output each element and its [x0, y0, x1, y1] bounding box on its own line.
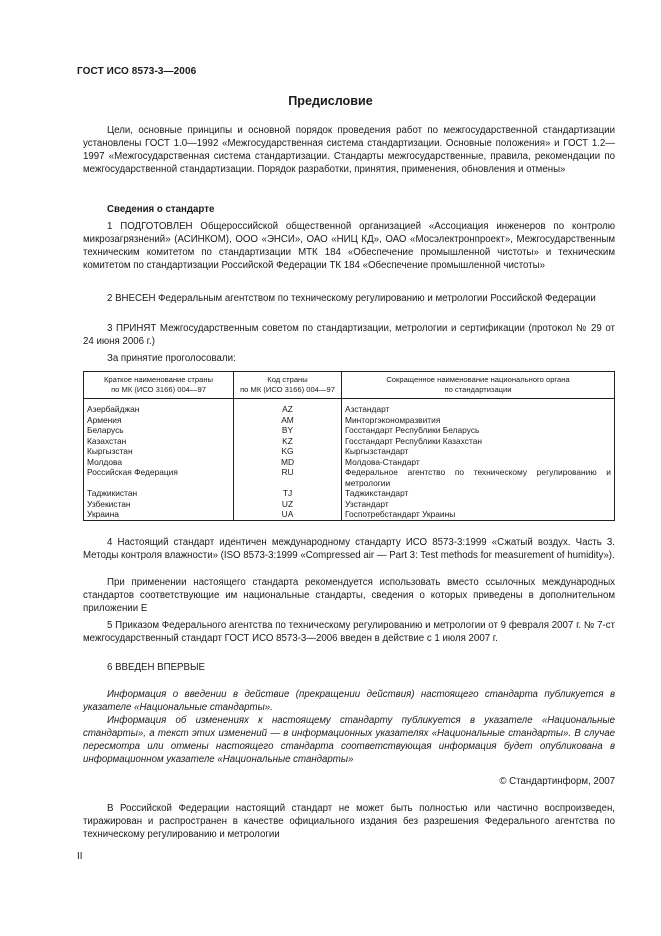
body-cell: Госстандарт Республики Казахстан	[342, 436, 615, 447]
paragraph-1: 1 ПОДГОТОВЛЕН Общероссийской общественной организацией «Ассоциация инженеров по контролю микрозагрязнений» (АСИНКОМ), ООО «ЭНСИ», ОАО «НИЦ КД», ОАО «Мосэлектронпроект», Межгосударственным техническим комитетом по стандартизации МТК 184 «Обеспечение промышленной чистоты» и техническим комитетом по стандартизации Российской Федерации ТК 184 «Обеспечение промышленной чистоты»	[83, 221, 615, 271]
table-row	[84, 499, 615, 510]
paragraph-2: 2 ВНЕСЕН Федеральным агентством по техническому регулированию и метрологии Российской Федерации	[107, 293, 596, 304]
voting-table	[83, 371, 615, 521]
country-cell: Украина	[84, 509, 234, 520]
code-cell: KZ	[234, 436, 342, 447]
country-cell: Армения	[84, 415, 234, 426]
table-row	[84, 399, 615, 415]
reproduction-notice: В Российской Федерации настоящий стандарт не может быть полностью или частично воспроизведен, тиражирован и распространен в качестве официального издания без разрешения Федерального агентства по техническому регулированию и метрологии	[83, 803, 615, 840]
paragraph-5: 5 Приказом Федерального агентства по техническому регулированию и метрологии от 9 февраля 2007 г. № 7-ст межгосударственный стандарт ГОСТ ИСО 8573-3—2006 введен в действие с 1 июля 2007 г.	[83, 620, 615, 644]
body-cell: Кыргызстандарт	[342, 446, 615, 457]
body-cell: Госпотребстандарт Украины	[342, 509, 615, 520]
table-header-row	[84, 372, 615, 399]
intro-paragraph: Цели, основные принципы и основной порядок проведения работ по межгосударственной стандартизации установлены ГОСТ 1.0—1992 «Межгосударственная система стандартизации. Основные положения» и ГОСТ 1.2—1997 «Межгосударственная система стандартизации. Стандарты межгосударственные, правила, рекомендации по межгосударственной стандартизации. Порядок разработки, принятия, применения, обновления и отмены»	[83, 125, 615, 175]
body-cell: Молдова-Стандарт	[342, 457, 615, 468]
header-body: Сокращенное наименование национального органа по стандартизации	[342, 372, 615, 399]
body-cell: Федеральное агентство по техническому регулированию и метрологии	[342, 467, 615, 488]
header-country: Краткое наименование страны по МК (ИСО 3166) 004—97	[84, 372, 234, 399]
country-cell: Кыргызстан	[84, 446, 234, 457]
page-number: II	[77, 851, 83, 862]
code-cell: RU	[234, 467, 342, 488]
code-cell: AZ	[234, 399, 342, 415]
body-cell: Минторгэкономразвития	[342, 415, 615, 426]
code-cell: UZ	[234, 499, 342, 510]
info-paragraph-2: Информация об изменениях к настоящему стандарту публикуется в указателе «Национальные стандарты», а текст этих изменений — в информационных указателях «Национальные стандарты». В случае пересмотра или отмены настоящего стандарта соответствующая информация будет опубликована в информационном указателе «Национальные стандарты»	[83, 715, 615, 765]
document-header: ГОСТ ИСО 8573-3—2006	[77, 66, 197, 77]
code-cell: KG	[234, 446, 342, 457]
paragraph-4: 4 Настоящий стандарт идентичен международному стандарту ИСО 8573-3:1999 «Сжатый воздух. Часть 3. Методы контроля влажности» (ISO 8573-3:1999 «Compressed air — Part 3: Test methods for measurement of humidity»).	[83, 537, 615, 561]
voted-label: За принятие проголосовали:	[107, 353, 236, 364]
body-cell: Госстандарт Республики Беларусь	[342, 425, 615, 436]
table-row	[84, 446, 615, 457]
section-title: Сведения о стандарте	[107, 204, 215, 215]
body-cell: Узстандарт	[342, 499, 615, 510]
table-row	[84, 415, 615, 426]
table-row	[84, 457, 615, 468]
table-row	[84, 425, 615, 436]
header-code: Код страны по МК (ИСО 3166) 004—97	[234, 372, 342, 399]
country-cell: Азербайджан	[84, 399, 234, 415]
country-cell: Российская Федерация	[84, 467, 234, 488]
paragraph-6: 6 ВВЕДЕН ВПЕРВЫЕ	[107, 662, 206, 673]
country-cell: Таджикистан	[84, 488, 234, 499]
code-cell: MD	[234, 457, 342, 468]
body-cell: Азстандарт	[342, 399, 615, 415]
code-cell: UA	[234, 509, 342, 520]
table-row	[84, 467, 615, 488]
body-cell: Таджикстандарт	[342, 488, 615, 499]
code-cell: TJ	[234, 488, 342, 499]
copyright: © Стандартинформ, 2007	[499, 776, 615, 787]
table-row	[84, 436, 615, 447]
page-title: Предисловие	[288, 94, 373, 108]
info-paragraph-1: Информация о введении в действие (прекращении действия) настоящего стандарта публикуется в указателе «Национальные стандарты».	[83, 689, 615, 713]
table-row	[84, 488, 615, 499]
table-row	[84, 509, 615, 520]
country-cell: Узбекистан	[84, 499, 234, 510]
paragraph-4-note: При применении настоящего стандарта рекомендуется использовать вместо ссылочных международных стандартов соответствующие им национальные стандарты, сведения о которых приведены в дополнительном приложении Е	[83, 577, 615, 614]
country-cell: Казахстан	[84, 436, 234, 447]
paragraph-3: 3 ПРИНЯТ Межгосударственным советом по стандартизации, метрологии и сертификации (протокол № 29 от 24 июня 2006 г.)	[83, 323, 615, 347]
country-cell: Молдова	[84, 457, 234, 468]
code-cell: BY	[234, 425, 342, 436]
code-cell: AM	[234, 415, 342, 426]
country-cell: Беларусь	[84, 425, 234, 436]
